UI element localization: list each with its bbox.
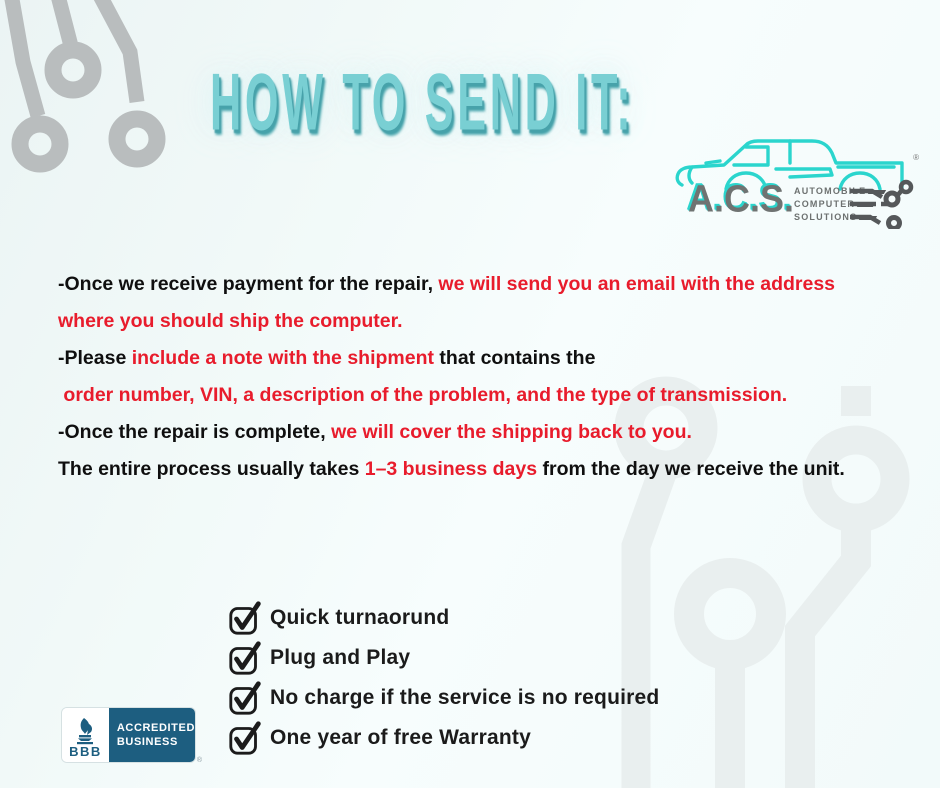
highlighted-text: order number, VIN, a description of the problem, and the type of transmission. (58, 384, 788, 406)
bbb-torch-icon (72, 718, 98, 746)
logo-acronym: A.C.S. (688, 177, 795, 221)
checklist-item-label: Plug and Play (270, 646, 411, 669)
instruction-line (58, 340, 868, 377)
body-text: -Once the repair is complete, (58, 421, 332, 443)
bbb-accredited-line2: BUSINESS (116, 736, 178, 748)
checklist-item (227, 718, 659, 758)
highlighted-text: include a note with the shipment (131, 347, 434, 369)
bbb-accredited-panel (109, 708, 195, 762)
checklist-item (227, 638, 659, 678)
body-text: The entire process usually takes (58, 458, 365, 480)
bbb-registered-symbol: ® (196, 757, 202, 764)
body-text: that contains the (434, 347, 596, 369)
circuit-chip-icon (850, 179, 914, 229)
checkbox-checked-icon (227, 719, 265, 757)
benefits-checklist (227, 598, 659, 758)
checkbox-checked-icon (227, 679, 265, 717)
checklist-item-label: Quick turnaorund (270, 606, 450, 629)
circuit-pattern-top-left-decoration (0, 0, 225, 215)
body-text: -Please (58, 347, 132, 369)
instruction-line (58, 377, 868, 414)
highlighted-text: where you should ship the computer. (58, 310, 403, 332)
checkbox-checked-icon (227, 639, 265, 677)
instruction-line (58, 451, 868, 488)
highlighted-text: we will send you an email with the address (438, 273, 836, 295)
logo-word: AUTOMOBILE (794, 186, 867, 196)
instruction-line (58, 266, 868, 303)
page-title: HOW TO SEND IT: (210, 55, 635, 147)
checklist-item-label: One year of free Warranty (270, 726, 531, 749)
acs-logo (672, 133, 919, 229)
logo-word: COMPUTER (794, 199, 856, 209)
logo-word: SOLUTIONS (794, 212, 858, 222)
bbb-org-label: BBB (69, 744, 102, 759)
checklist-item (227, 678, 659, 718)
checkbox-checked-icon (227, 599, 265, 637)
bbb-accredited-line1: ACCREDITED (116, 722, 195, 734)
highlighted-text: we will cover the shipping back to you. (331, 421, 692, 443)
instruction-line (58, 414, 868, 451)
checklist-item (227, 598, 659, 638)
instructions-text-block (58, 266, 868, 488)
registered-trademark-symbol: ® (913, 153, 919, 162)
checklist-item-label: No charge if the service is no required (270, 686, 660, 709)
body-text: -Once we receive payment for the repair, (58, 273, 439, 295)
bbb-accredited-badge (62, 708, 202, 764)
body-text: from the day we receive the unit. (537, 458, 845, 480)
highlighted-text: 1–3 business days (364, 458, 538, 480)
bbb-logo-panel (62, 708, 109, 762)
instruction-line (58, 303, 868, 340)
